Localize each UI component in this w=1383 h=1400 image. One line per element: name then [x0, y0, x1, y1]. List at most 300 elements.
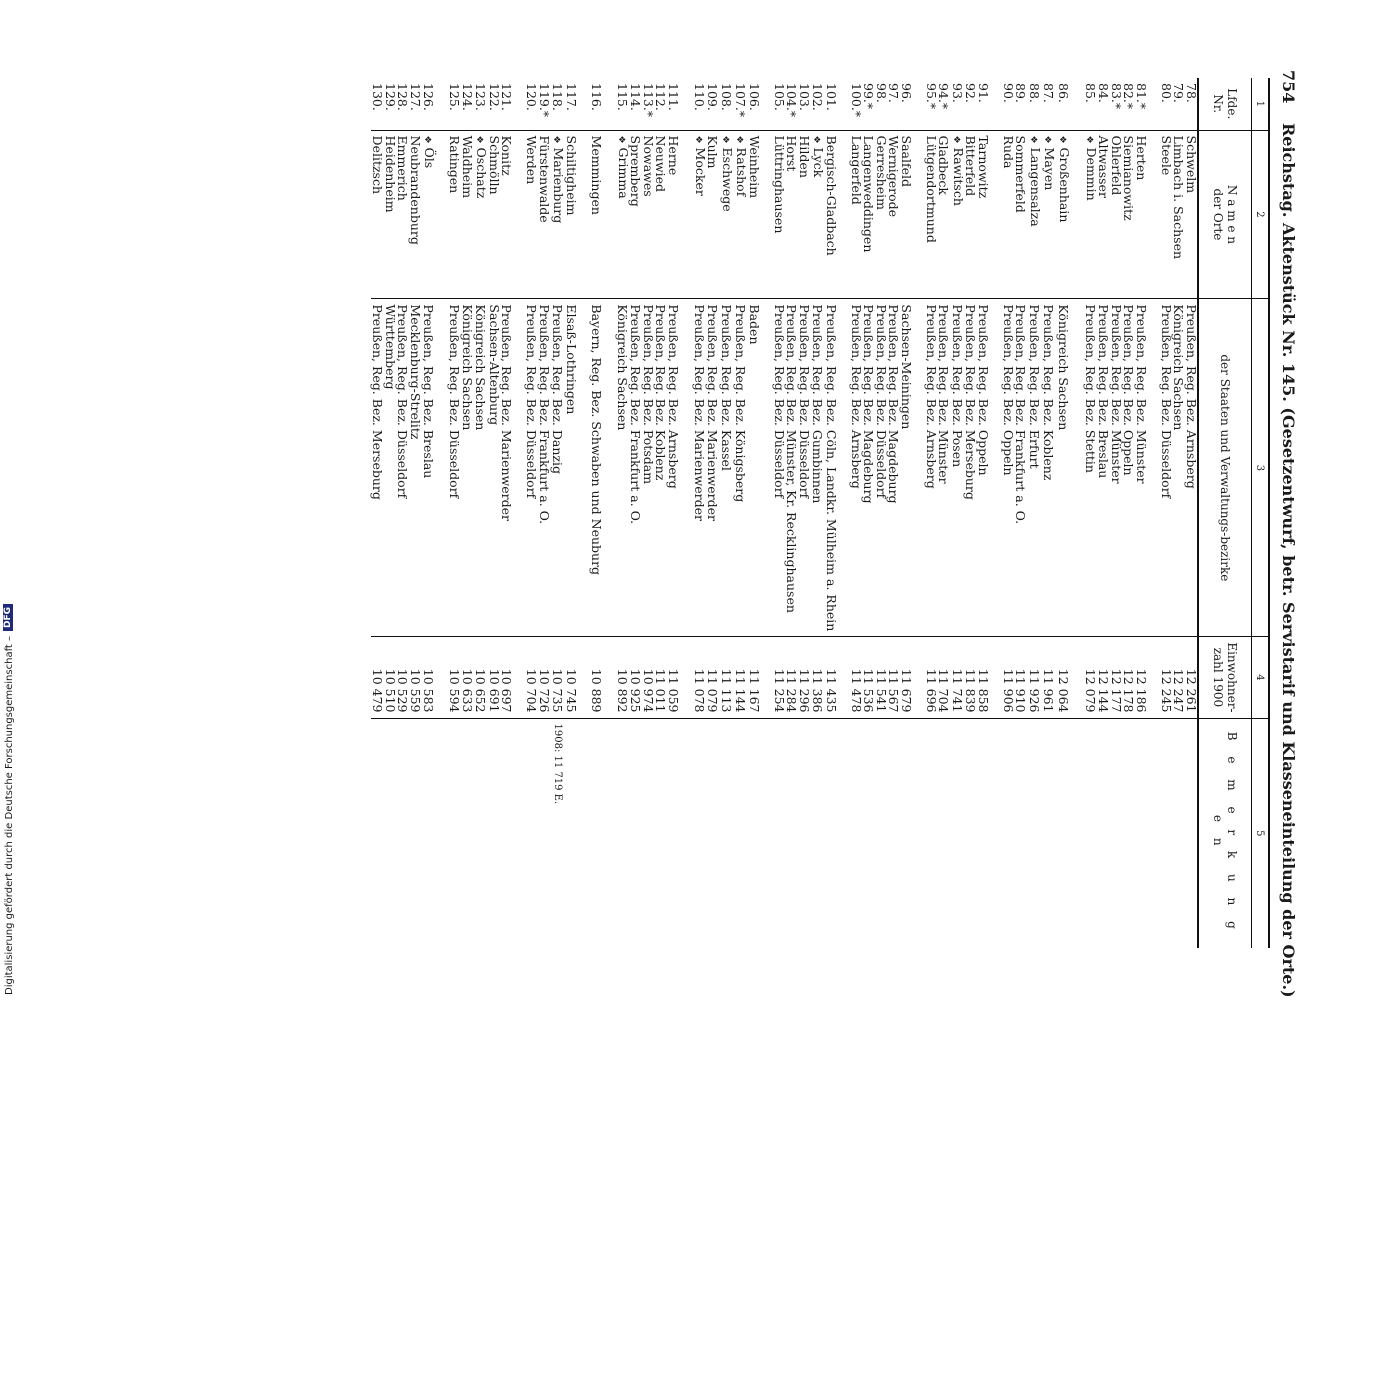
row-einwohner-text: 10 583 [421, 668, 437, 713]
row-staat [733, 299, 748, 637]
row-nr-text: 127. [408, 83, 423, 111]
row-bemerkung [421, 718, 436, 948]
row-nr-text: 82.* [1121, 83, 1137, 110]
row-nr [733, 78, 748, 130]
row-nr [1097, 78, 1110, 130]
row-einwohner [1041, 637, 1056, 718]
row-ort-text: Lüttringhausen [772, 135, 787, 234]
table-row [550, 78, 565, 948]
row-einwohner-text: 10 892 [615, 668, 630, 713]
row-ort [590, 130, 603, 299]
table-row [719, 78, 734, 948]
row-bemerkung [371, 718, 384, 948]
row-staat [1083, 299, 1098, 637]
row-bemerkung [887, 718, 900, 948]
row-bemerkung [525, 718, 538, 948]
row-nr-text: 128. [395, 83, 411, 111]
row-ort-text: Lyck [811, 147, 827, 178]
row-einwohner-text: 10 479 [370, 668, 386, 713]
row-staat [810, 299, 825, 637]
row-staat-text: Preußen, Reg. Bez. Königsberg [733, 304, 749, 503]
table-row [1185, 78, 1199, 948]
row-nr [964, 78, 977, 130]
row-ort-text: Tarnowitz [976, 135, 991, 199]
row-staat [550, 299, 565, 637]
garrison-mark-icon: ❖ [811, 135, 822, 144]
dfg-logo: DFG [3, 604, 13, 631]
row-einwohner [825, 637, 838, 718]
row-ort [1056, 130, 1071, 299]
row-ort [773, 130, 786, 299]
row-staat [1041, 299, 1056, 637]
row-einwohner [371, 637, 384, 718]
row-ort-text: Konitz [499, 135, 515, 176]
row-staat [448, 299, 461, 637]
row-staat [825, 299, 838, 637]
row-nr-text: 91. [976, 83, 991, 103]
row-nr [615, 78, 630, 130]
row-einwohner-text: 11 926 [1027, 668, 1042, 713]
garrison-mark-icon: ❖ [616, 135, 626, 144]
row-einwohner-text: 11 435 [824, 668, 839, 713]
column-header-row [1198, 78, 1252, 948]
row-ort [615, 130, 630, 299]
row-nr [550, 78, 565, 130]
spacer-row [760, 78, 773, 948]
row-staat [850, 299, 863, 637]
row-einwohner-text: 11 296 [797, 668, 812, 713]
row-staat-text: Preußen, Reg. Bez. Marienwerder [499, 304, 515, 521]
row-ort-text: Demmin [1084, 147, 1099, 201]
row-einwohner-text: 10 559 [408, 668, 423, 713]
row-einwohner-text: 12 186 [1134, 668, 1149, 713]
table-row [964, 78, 977, 948]
row-nr-text: 112. [653, 83, 669, 111]
row-staat [925, 299, 938, 637]
row-einwohner-text: 11 858 [976, 668, 991, 713]
row-einwohner-text: 11 906 [1001, 668, 1016, 713]
row-ort-text: Nowawes [641, 135, 656, 197]
row-einwohner-text: 12 144 [1096, 668, 1112, 713]
table-row [384, 78, 397, 948]
row-nr [719, 78, 734, 130]
table-row [977, 78, 990, 948]
row-einwohner-text: 11 679 [899, 668, 914, 713]
row-einwohner-text: 11 541 [874, 668, 889, 713]
row-bemerkung [810, 718, 825, 948]
row-bemerkung [862, 718, 875, 948]
row-staat-text: Preußen, Reg. Bez. Danzig [550, 304, 566, 474]
row-staat [1097, 299, 1110, 637]
row-staat-text: Preußen, Reg. Bez. Merseburg [963, 304, 979, 500]
row-nr-text: 103. [797, 83, 812, 111]
table-row [925, 78, 938, 948]
row-staat [565, 299, 578, 637]
row-nr-text: 118. [550, 83, 566, 111]
table-row [1027, 78, 1042, 948]
row-staat-text: Preußen, Reg. Bez. Arnsberg [849, 304, 864, 489]
row-einwohner [925, 637, 938, 718]
row-staat-text: Preußen, Reg. Bez. Magdeburg [886, 304, 902, 504]
row-nr [448, 78, 461, 130]
row-einwohner-text: 11 961 [1041, 668, 1057, 713]
row-einwohner-text: 12 261 [1184, 668, 1199, 713]
row-staat [1002, 299, 1015, 637]
row-staat-text: Mecklenburg-Strelitz [408, 304, 423, 440]
row-ort-text: Siemianowitz [1121, 135, 1137, 221]
garrison-mark-icon: ❖ [720, 135, 730, 144]
row-staat-text: Königreich Sachsen [1171, 304, 1187, 431]
row-einwohner-text: 12 079 [1083, 668, 1098, 713]
row-nr-text: 119.* [537, 83, 552, 118]
row-einwohner [590, 637, 603, 718]
row-einwohner-text: 11 696 [924, 668, 939, 713]
row-ort-text: Limbach i. Sachsen [1171, 135, 1187, 260]
row-einwohner-text: 10 529 [395, 668, 411, 713]
row-staat [719, 299, 734, 637]
row-nr-text: 89. [1013, 83, 1029, 103]
page-number: 754 [1279, 70, 1298, 104]
row-ort-text: Wernigerode [886, 135, 902, 218]
row-nr [748, 78, 761, 130]
row-einwohner-text: 11 839 [963, 668, 979, 713]
table-row [692, 78, 707, 948]
row-einwohner-text: 10 633 [460, 668, 475, 713]
table-row [421, 78, 436, 948]
row-nr-text: 110. [692, 83, 707, 111]
row-ort [473, 130, 488, 299]
row-einwohner-text: 12 178 [1121, 668, 1137, 713]
row-ort-text: Öls [422, 147, 438, 169]
row-ort [810, 130, 825, 299]
row-einwohner-text: 12 064 [1056, 668, 1071, 713]
row-staat [706, 299, 719, 637]
row-einwohner-text: 11 078 [692, 668, 707, 713]
garrison-mark-icon: ❖ [1084, 135, 1094, 144]
row-ort-text: Saalfeld [899, 135, 914, 188]
header-einwohner: Einwohner-zahl 1900 [1198, 637, 1252, 718]
row-nr-text: 109. [705, 83, 721, 111]
row-ort [550, 130, 565, 299]
row-ort-text: Emmerich [395, 135, 411, 201]
row-staat-text: Preußen, Reg. Bez. Frankfurt a. O. [537, 304, 552, 525]
row-ort-text: Bitterfeld [963, 135, 979, 197]
row-ort-text: Neubrandenburg [408, 135, 423, 245]
row-staat [1027, 299, 1042, 637]
row-bemerkung [1110, 718, 1123, 948]
row-einwohner [748, 637, 761, 718]
row-ort-text: Großenhain [1057, 147, 1072, 223]
row-nr-text: 95.* [924, 83, 939, 110]
row-bemerkung [1083, 718, 1098, 948]
row-bemerkung [950, 718, 965, 948]
row-staat-text: Preußen, Reg. Bez. Düsseldorf [797, 304, 812, 499]
row-nr-text: 79. [1171, 83, 1187, 103]
row-nr-text: 105. [772, 83, 787, 111]
table-row [590, 78, 603, 948]
table-row [615, 78, 630, 948]
running-header [1279, 70, 1298, 1400]
row-nr-text: 93. [950, 83, 965, 103]
table-row [706, 78, 719, 948]
header-staaten: der Staaten und Verwaltungs-bezirke [1198, 299, 1252, 637]
row-staat-text: Preußen, Reg. Bez. Stettin [1083, 304, 1098, 473]
row-nr [925, 78, 938, 130]
row-ort-text: Fürstenwalde [537, 135, 552, 223]
row-bemerkung [798, 718, 811, 948]
row-nr [810, 78, 825, 130]
table-row [1122, 78, 1135, 948]
row-staat-text: Preußen, Reg. Bez. Erfurt [1027, 304, 1042, 469]
row-ort-text: Steele [1159, 135, 1174, 176]
row-nr [473, 78, 488, 130]
row-einwohner [810, 637, 825, 718]
row-nr-text: 115. [615, 83, 630, 111]
row-ort [692, 130, 707, 299]
row-bemerkung [629, 718, 642, 948]
row-ort-text: Neuwied [653, 135, 669, 193]
row-ort-text: Langenweddingen [861, 135, 877, 253]
row-einwohner [565, 637, 578, 718]
row-staat-text: Preußen, Reg. Bez. Marienwerder [705, 304, 721, 521]
table-row [748, 78, 761, 948]
row-nr [1041, 78, 1056, 130]
row-einwohner [629, 637, 642, 718]
row-staat-text: Preußen, Reg. Bez. Münster [1134, 304, 1149, 484]
row-staat-text: Preußen, Reg. Bez. Münster [936, 304, 952, 484]
row-staat-text: Bayern, Reg. Bez. Schwaben und Neuburg [589, 304, 604, 576]
row-einwohner-text: 10 510 [383, 668, 398, 713]
row-nr-text: 114. [628, 83, 644, 111]
row-einwohner [1160, 637, 1173, 718]
row-staat-text: Preußen, Reg. Bez. Merseburg [370, 304, 386, 500]
row-nr-text: 124. [460, 83, 475, 111]
header-bemerkungen: B e m e r k u n g e n [1198, 718, 1252, 948]
row-staat [488, 299, 501, 637]
row-einwohner-text: 10 594 [447, 668, 463, 713]
row-ort-text: Gladbeck [936, 135, 952, 195]
row-staat-text: Königreich Sachsen [460, 304, 475, 431]
column-number-row [1252, 78, 1270, 948]
row-nr-text: 106. [747, 83, 762, 111]
row-bemerkung [654, 718, 667, 948]
row-nr-text: 104.* [784, 83, 800, 118]
row-bemerkung [667, 718, 680, 948]
row-staat [748, 299, 761, 637]
row-staat-text: Elsaß-Lothringen [564, 304, 579, 415]
row-einwohner-text: 11 910 [1013, 668, 1029, 713]
row-ort-text: Eschwege [720, 147, 735, 212]
header-namen: N a m e n [1225, 184, 1239, 245]
row-ort-text: Sommerfeld [1013, 135, 1029, 213]
row-ort-text: Oschatz [474, 147, 490, 199]
row-ort [448, 130, 461, 299]
row-einwohner [615, 637, 630, 718]
row-ort [421, 130, 436, 299]
row-staat-text: Preußen, Reg. Bez. Gumbinnen [810, 304, 826, 504]
row-bemerkung [1014, 718, 1027, 948]
row-nr-text: 99.* [861, 83, 877, 110]
row-bemerkung [384, 718, 397, 948]
garrison-mark-icon: ❖ [1028, 135, 1038, 144]
row-ort-text: Ohlerfeld [1109, 135, 1124, 196]
row-einwohner-text: 12 247 [1171, 668, 1187, 713]
row-bemerkung [473, 718, 488, 948]
row-ort [1002, 130, 1015, 299]
garrison-mark-icon: ❖ [422, 135, 433, 144]
row-einwohner-text: 11 254 [772, 668, 787, 713]
row-nr [1027, 78, 1042, 130]
row-bemerkung [900, 718, 913, 948]
row-nr-text: 108. [719, 83, 734, 111]
row-bemerkung [1172, 718, 1185, 948]
row-ort-text: Memmingen [589, 135, 604, 215]
row-ort [525, 130, 538, 299]
row-ort [1083, 130, 1098, 299]
row-ort-text: Kulm [705, 135, 721, 169]
row-staat-text: Königreich Sachsen [473, 304, 489, 431]
row-ort-text: Bergisch-Gladbach [824, 135, 839, 256]
table-row [850, 78, 863, 948]
row-nr-text: 80. [1159, 83, 1174, 103]
row-einwohner-text: 12 245 [1159, 668, 1174, 713]
row-einwohner-text: 10 889 [589, 668, 604, 713]
row-einwohner-text: 11 113 [719, 668, 734, 713]
row-einwohner [1185, 637, 1199, 718]
row-nr [1056, 78, 1071, 130]
column-number: 4 [1252, 637, 1270, 718]
row-staat [629, 299, 642, 637]
row-staat [692, 299, 707, 637]
row-nr-text: 101. [824, 83, 839, 111]
table-row [448, 78, 461, 948]
row-einwohner [692, 637, 707, 718]
row-staat-text: Württemberg [383, 304, 398, 390]
row-ort-text: Rawitsch [951, 147, 966, 206]
row-ort [371, 130, 384, 299]
row-einwohner [473, 637, 488, 718]
row-staat-text: Preußen, Reg. Bez. Kassel [719, 304, 734, 471]
table-row [371, 78, 384, 948]
garrison-mark-icon: ❖ [474, 135, 485, 144]
row-bemerkung [925, 718, 938, 948]
table-row [1014, 78, 1027, 948]
row-nr-text: 113.* [641, 83, 656, 118]
table-row [862, 78, 875, 948]
table-row [488, 78, 501, 948]
row-bemerkung [1002, 718, 1015, 948]
row-ort [925, 130, 938, 299]
row-staat-text: Preußen, Reg. Bez. Frankfurt a. O. [1013, 304, 1029, 525]
row-einwohner [706, 637, 719, 718]
row-nr-text: 88. [1027, 83, 1042, 103]
row-bemerkung [590, 718, 603, 948]
row-staat-text: Preußen, Reg. Bez. Magdeburg [861, 304, 877, 504]
spacer-row [1147, 78, 1160, 948]
row-nr [950, 78, 965, 130]
row-einwohner-text: 10 704 [524, 668, 540, 713]
row-staat-text: Preußen, Reg. Bez. Düsseldorf [772, 304, 787, 499]
row-nr [706, 78, 719, 130]
row-ort-text: Heidenheim [383, 135, 398, 213]
row-nr [590, 78, 603, 130]
row-ort [719, 130, 734, 299]
row-nr-text: 96. [899, 83, 914, 103]
row-bemerkung [396, 718, 409, 948]
row-nr [629, 78, 642, 130]
row-staat-text: Preußen, Reg. Bez. Breslau [1096, 304, 1112, 479]
table-row [1002, 78, 1015, 948]
row-staat-text: Preußen, Reg. Bez. Marienwerder [692, 304, 707, 521]
row-nr-text: 122. [487, 83, 502, 111]
row-bemerkung [1056, 718, 1071, 948]
row-bemerkung [719, 718, 734, 948]
row-staat-text: Sachsen-Meiningen [899, 304, 914, 430]
row-einwohner [950, 637, 965, 718]
row-staat-text: Preußen, Reg. Bez. Frankfurt a. O. [628, 304, 644, 525]
table-row [1110, 78, 1123, 948]
row-einwohner-text: 10 697 [499, 668, 515, 713]
row-ort [1185, 130, 1199, 299]
row-nr [488, 78, 501, 130]
table-row [500, 78, 513, 948]
row-ort-text: Langensalza [1028, 147, 1043, 227]
spacer-row [436, 78, 449, 948]
row-bemerkung [1160, 718, 1173, 948]
table-row [473, 78, 488, 948]
row-nr [1185, 78, 1199, 130]
table-row [409, 78, 422, 948]
row-nr-text: 87. [1041, 83, 1057, 103]
row-ort-text: Waldheim [460, 135, 475, 199]
column-number: 5 [1252, 718, 1270, 948]
row-staat-text: Preußen, Reg. Bez. Oppeln [1001, 304, 1016, 476]
row-bemerkung [488, 718, 501, 948]
row-staat [371, 299, 384, 637]
row-ort-text: Altwasser [1096, 135, 1112, 198]
page-title: Reichstag. Aktenstück Nr. 145. (Gesetzentwurf, betr. Servistarif und Klasseneinteilung der Orte.) [1279, 122, 1298, 998]
column-number: 2 [1252, 130, 1270, 299]
row-staat-text: Preußen, Reg. Bez. Münster, Kr. Recklinghausen [784, 304, 800, 613]
row-ort [1041, 130, 1056, 299]
row-staat [590, 299, 603, 637]
row-ort-text: Ruda [1001, 135, 1016, 169]
table-row [1041, 78, 1056, 948]
row-nr-text: 107.* [733, 83, 749, 118]
row-einwohner [448, 637, 461, 718]
header-orte-label: der Orte [1211, 188, 1225, 241]
garrison-mark-icon: ❖ [693, 135, 703, 144]
garrison-mark-icon: ❖ [1042, 135, 1053, 144]
row-einwohner [964, 637, 977, 718]
table-row [733, 78, 748, 948]
row-bemerkung [642, 718, 655, 948]
row-ort-text: Herten [1134, 135, 1149, 181]
row-bemerkung [937, 718, 950, 948]
row-nr-text: 78. [1184, 83, 1199, 103]
town-classification-table [371, 78, 1270, 948]
row-staat-text: Königreich Sachsen [1056, 304, 1071, 431]
row-ort-text: Ratshof [734, 147, 750, 197]
row-nr-text: 126. [421, 83, 437, 111]
row-nr-text: 123. [473, 83, 489, 111]
row-einwohner [719, 637, 734, 718]
footer-text: Digitalisierung gefördert durch die Deutsche Forschungsgemeinschaft – [4, 635, 15, 995]
row-staat-text: Preußen, Reg. Bez. Arnsberg [924, 304, 939, 489]
row-nr-text: 84. [1096, 83, 1112, 103]
table-row [1097, 78, 1110, 948]
row-einwohner-text: 10 925 [628, 668, 644, 713]
